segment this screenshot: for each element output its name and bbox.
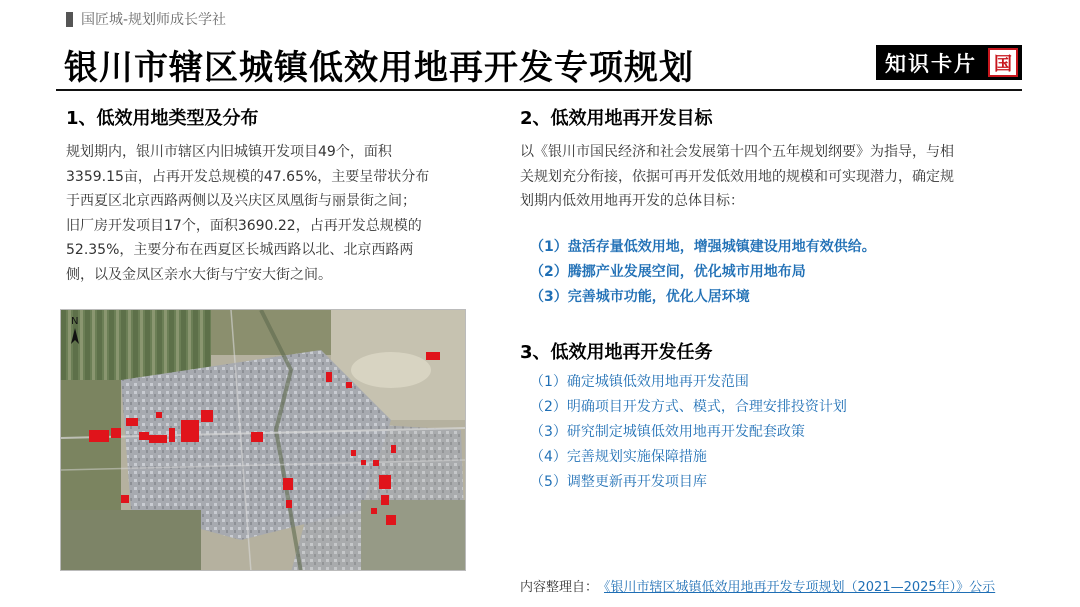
satellite-map [60, 309, 466, 571]
section1-line: 旧厂房开发项目17个，面积3690.22，占再开发总规模的 [66, 217, 422, 234]
section1-text [66, 140, 476, 287]
task-list [530, 370, 847, 495]
knowledge-card-badge [876, 45, 1022, 80]
source-label: 内容整理自： [520, 580, 599, 595]
section2-title: 2、低效用地再开发目标 [520, 108, 713, 129]
section1-line: 于西夏区北京西路两侧以及兴庆区凤凰街与丽景街之间； [66, 193, 416, 209]
section3-title: 3、低效用地再开发任务 [520, 342, 713, 363]
task-item: （2）明确项目开发方式、模式，合理安排投资计划 [530, 399, 847, 415]
section2-line: 划期内低效用地再开发的总体目标： [520, 193, 744, 209]
section1-title: 1、低效用地类型及分布 [66, 108, 259, 129]
north-label: N [71, 316, 79, 327]
section2-line: 关规划充分衔接，依据可再开发低效用地的规模和可实现潜力，确定规 [520, 168, 954, 185]
badge-label: 知识卡片 [885, 51, 977, 76]
source-note [520, 576, 995, 595]
map-image [61, 310, 466, 571]
task-item: （4）完善规划实施保障措施 [530, 449, 707, 465]
goal-item: （3）完善城市功能，优化人居环境 [530, 289, 750, 305]
section1-line: 侧，以及金凤区亲水大街与宁安大街之间。 [66, 266, 332, 283]
title-divider [56, 89, 1022, 91]
goal-item: （2）腾挪产业发展空间，优化城市用地布局 [530, 264, 806, 280]
goal-list [530, 235, 876, 310]
section1-line: 3359.15亩，占再开发总规模的47.65%，主要呈带状分布 [66, 168, 430, 185]
brand-name: 国匠城-规划师成长学社 [81, 12, 227, 28]
source-link[interactable]: 《银川市辖区城镇低效用地再开发专项规划（2021—2025年）》公示 [604, 580, 996, 595]
task-item: （1）确定城镇低效用地再开发范围 [530, 374, 749, 390]
task-item: （3）研究制定城镇低效用地再开发配套政策 [530, 424, 805, 440]
brand-line [66, 9, 226, 29]
section2-line: 以《银川市国民经济和社会发展第十四个五年规划纲要》为指导，与相 [520, 144, 954, 160]
goal-item: （1）盘活存量低效用地，增强城镇建设用地有效供给。 [530, 239, 876, 255]
brand-bar-icon [66, 12, 73, 27]
guo-logo-icon: 国 [988, 48, 1018, 77]
section2-text [520, 140, 1030, 214]
task-item: （5）调整更新再开发项目库 [530, 474, 707, 490]
section1-line: 规划期内，银川市辖区内旧城镇开发项目49个，面积 [66, 144, 392, 160]
page-title: 银川市辖区城镇低效用地再开发专项规划 [64, 48, 694, 88]
section1-line: 52.35%，主要分布在西夏区长城西路以北、北京西路两 [66, 242, 414, 258]
